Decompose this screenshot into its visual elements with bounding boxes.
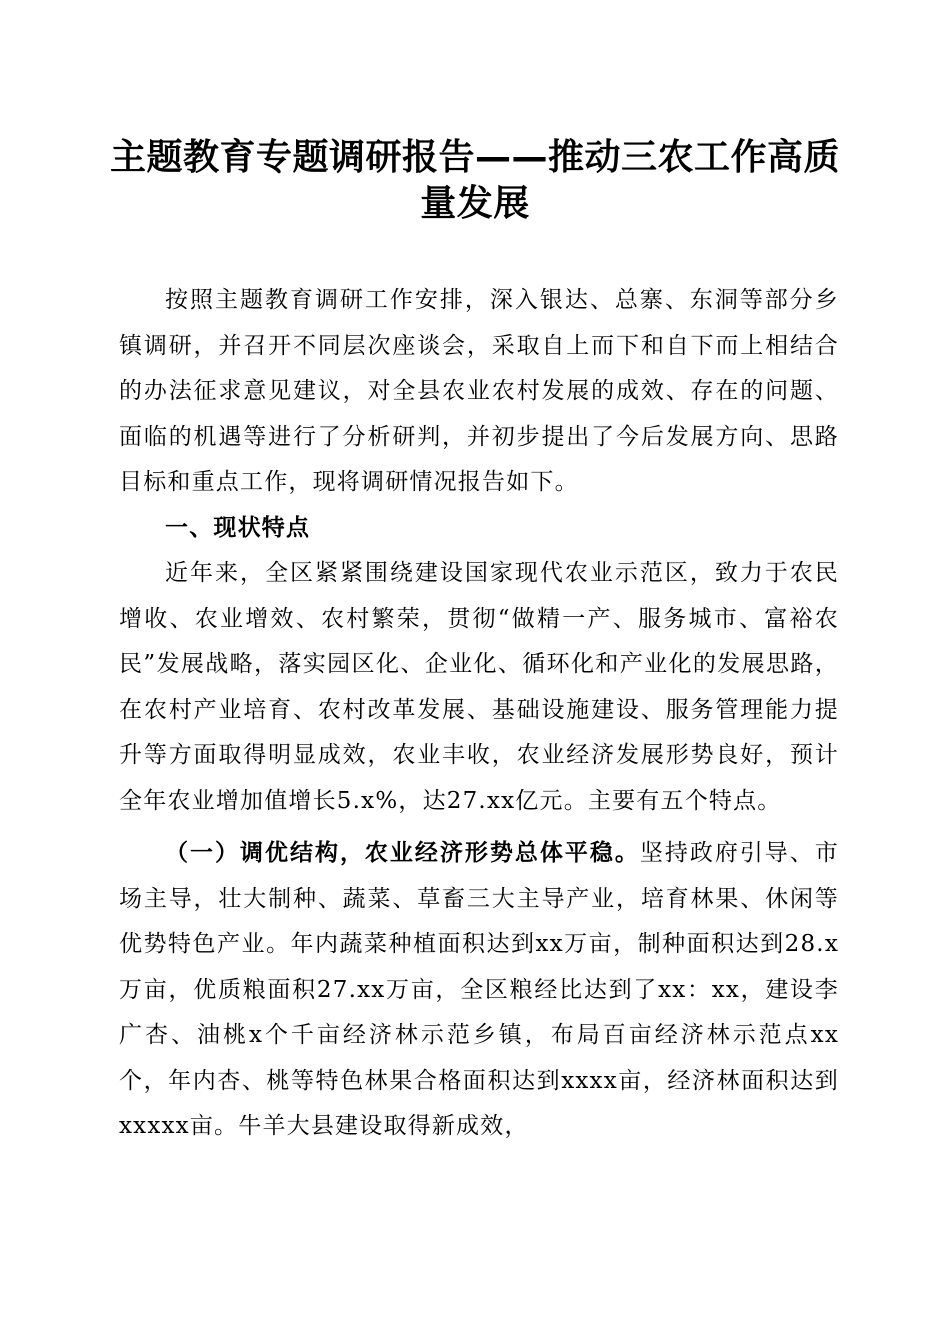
section-paragraph: 近年来，全区紧紧围绕建设国家现代农业示范区，致力于农民增收、农业增效、农村繁荣，贯彻“做精一产、服务城市、富裕农民”发展战略，落实园区化、企业化、循环化和产业化的发展思路，在农村产业培育、农村改革发展、基础设施建设、服务管理能力提升等方面取得明显成效，农业丰收，农业经济发展形势良好，预计全年农业增加值增长5.x%，达27.xx亿元。主要有五个特点。	[119, 560, 839, 814]
intro-paragraph: 按照主题教育调研工作安排，深入银达、总寨、东洞等部分乡镇调研，并召开不同层次座谈会，采取自上而下和自下而上相结合的办法征求意见建议，对全县农业农村发展的成效、存在的问题、面临的机遇等进行了分析研判，并初步提出了今后发展方向、思路目标和重点工作，现将调研情况报告如下。	[119, 287, 839, 495]
point-paragraph	[119, 830, 839, 1150]
point-lead: （一）调优结构，农业经济形势总体平稳。	[165, 839, 640, 866]
document-body	[119, 278, 839, 1150]
section-heading: 一、现状特点	[165, 514, 311, 541]
point-text: 坚持政府引导、市场主导，壮大制种、蔬菜、草畜三大主导产业，培育林果、休闲等优势特色产业。年内蔬菜种植面积达到xx万亩，制种面积达到28.x万亩，优质粮面积27.xx万亩，全区粮经比达到了xx：xx，建设李广杏、油桃x个千亩经济林示范乡镇，布局百亩经济林示范点xx个，年内杏、桃等特色林果合格面积达到xxxx亩，经济林面积达到xxxxx亩。牛羊大县建设取得新成效，	[119, 840, 839, 1139]
document-title: 主题教育专题调研报告——推动三农工作高质量发展	[110, 137, 841, 224]
